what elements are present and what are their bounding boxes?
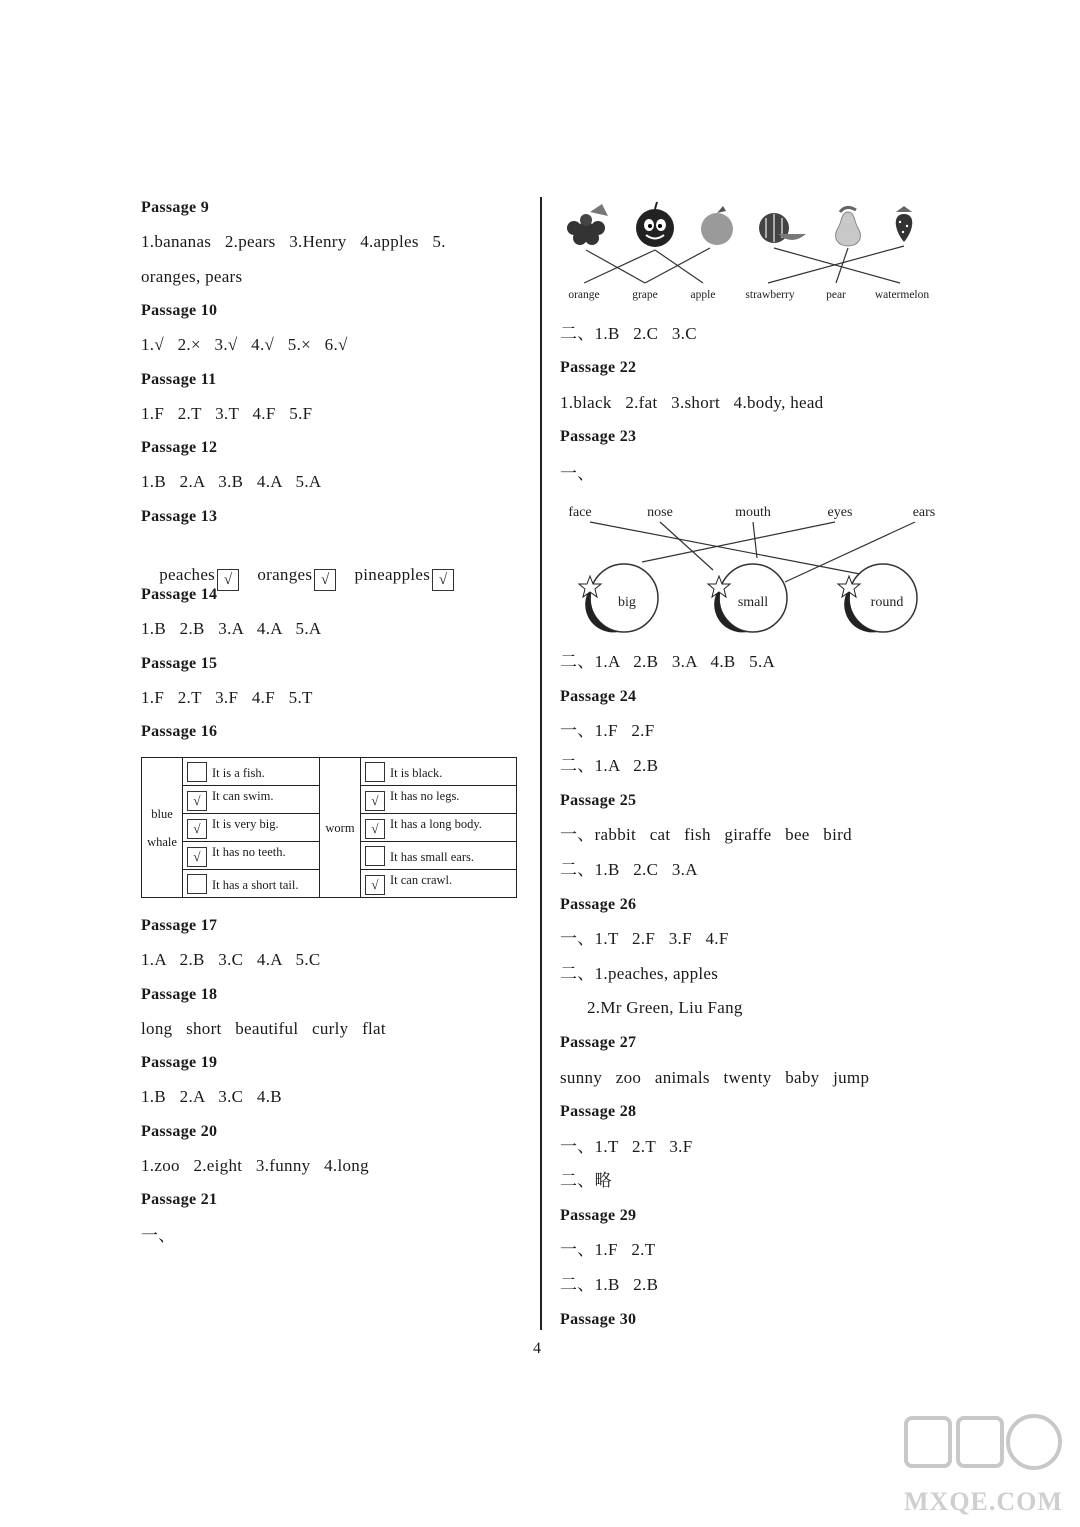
circle-small — [708, 564, 787, 632]
statement: It is black. — [390, 765, 443, 780]
table-row — [183, 842, 320, 870]
statement: It is very big. — [212, 816, 279, 831]
passage-23-heading: Passage 23 — [560, 428, 637, 445]
face-word-1: face — [568, 505, 592, 520]
table-row — [361, 786, 517, 814]
statement: It can crawl. — [390, 872, 453, 887]
statement: It has a short tail. — [212, 877, 299, 892]
passage-12-answers: 1.B 2.A 3.B 4.A 5.A — [141, 472, 322, 491]
face-word-2: nose — [647, 505, 673, 520]
matching-lines — [584, 246, 904, 283]
passage-30-heading: Passage 30 — [560, 1311, 637, 1328]
passage-25-part2: 二、1.B 2.C 3.A — [560, 860, 698, 879]
watermark-logo — [900, 1410, 1070, 1520]
check-box — [187, 874, 207, 894]
passage-9-heading: Passage 9 — [141, 199, 210, 216]
table-row — [183, 814, 320, 842]
fruit-label-2: grape — [632, 289, 658, 301]
pear-icon — [836, 207, 861, 246]
table-row — [183, 758, 320, 786]
passage-16-heading: Passage 16 — [141, 723, 218, 740]
p13-word-2: oranges — [257, 565, 313, 584]
table-row — [361, 842, 517, 870]
passage-9-answers-cont: oranges, pears — [141, 267, 243, 286]
column-divider — [540, 197, 542, 1330]
passage-29-heading: Passage 29 — [560, 1207, 637, 1224]
passage-14-heading: Passage 14 — [141, 586, 218, 603]
passage-11-heading: Passage 11 — [141, 371, 217, 388]
passage-18-heading: Passage 18 — [141, 986, 218, 1003]
check-box: √ — [187, 847, 207, 867]
passage-17-heading: Passage 17 — [141, 917, 218, 934]
passage-21-heading: Passage 21 — [141, 1191, 218, 1208]
passage-26-part2a: 二、1.peaches, apples — [560, 964, 719, 983]
check-box: √ — [365, 791, 385, 811]
animal-worm: worm — [320, 758, 361, 898]
p13-word-1: peaches — [159, 565, 216, 584]
table-row — [183, 786, 320, 814]
statement: It has no legs. — [390, 788, 460, 803]
passage-27-answers: sunny zoo animals twenty baby jump — [560, 1068, 870, 1087]
passage-19-heading: Passage 19 — [141, 1054, 218, 1071]
fruit-label-6: watermelon — [874, 289, 930, 301]
p13-check-box-1: √ — [217, 569, 239, 591]
p13-check-box-2: √ — [314, 569, 336, 591]
passage-22-answers: 1.black 2.fat 3.short 4.body, head — [560, 393, 824, 412]
passage-14-answers: 1.B 2.B 3.A 4.A 5.A — [141, 619, 322, 638]
passage-17-answers: 1.A 2.B 3.C 4.A 5.C — [141, 950, 321, 969]
face-word-3: mouth — [735, 505, 771, 520]
passage-15-heading: Passage 15 — [141, 655, 218, 672]
passage-13-heading: Passage 13 — [141, 508, 218, 525]
passage-15-answers: 1.F 2.T 3.F 4.F 5.T — [141, 688, 313, 707]
passage-20-answers: 1.zoo 2.eight 3.funny 4.long — [141, 1156, 369, 1175]
passage-24-part1: 一、1.F 2.F — [560, 721, 655, 740]
orange-icon — [701, 206, 733, 245]
passage-27-heading: Passage 27 — [560, 1034, 637, 1051]
passage-10-heading: Passage 10 — [141, 302, 218, 319]
size-word-1: big — [618, 595, 636, 610]
passage-23-part2: 二、1.A 2.B 3.A 4.B 5.A — [560, 652, 776, 671]
table-row — [361, 758, 517, 786]
passage-9-answers: 1.bananas 2.pears 3.Henry 4.apples 5. — [141, 232, 446, 251]
statement: It has no teeth. — [212, 844, 286, 859]
passage-26-part1: 一、1.T 2.F 3.F 4.F — [560, 929, 729, 948]
strawberry-icon — [896, 206, 913, 242]
check-box — [187, 762, 207, 782]
passage-23-part1: 一、 — [560, 464, 595, 483]
passage-12-heading: Passage 12 — [141, 439, 218, 456]
fruit-label-3: apple — [690, 289, 716, 301]
fruit-label-1: orange — [568, 289, 600, 301]
passage-18-answers: long short beautiful curly flat — [141, 1019, 386, 1038]
check-box: √ — [187, 791, 207, 811]
page-number: 4 — [533, 1340, 541, 1357]
circle-round — [838, 564, 917, 632]
statement: It can swim. — [212, 788, 274, 803]
check-box: √ — [365, 819, 385, 839]
apple-icon — [636, 202, 674, 247]
passage-21-part2: 二、1.B 2.C 3.C — [560, 324, 697, 343]
passage-29-part2: 二、1.B 2.B — [560, 1275, 659, 1294]
animal-a-line1: blue — [151, 806, 173, 821]
watermelon-icon — [759, 213, 806, 243]
passage-11-answers: 1.F 2.T 3.T 4.F 5.F — [141, 404, 313, 423]
passage-26-heading: Passage 26 — [560, 896, 637, 913]
face-word-5: ears — [912, 505, 936, 520]
fruit-matching-figure — [560, 198, 950, 310]
passage-22-heading: Passage 22 — [560, 359, 637, 376]
check-box: √ — [365, 875, 385, 895]
table-row — [183, 870, 320, 898]
statement: It has small ears. — [390, 849, 475, 864]
passage-26-part2b: 2.Mr Green, Liu Fang — [587, 998, 743, 1017]
passage-24-part2: 二、1.A 2.B — [560, 756, 659, 775]
statement: It has a long body. — [390, 816, 482, 831]
statement: It is a fish. — [212, 765, 265, 780]
passage-28-heading: Passage 28 — [560, 1103, 637, 1120]
fruit-label-4: strawberry — [745, 289, 795, 301]
face-matching-figure — [560, 498, 950, 638]
passage-19-answers: 1.B 2.A 3.C 4.B — [141, 1087, 282, 1106]
check-box — [365, 762, 385, 782]
passage-24-heading: Passage 24 — [560, 688, 637, 705]
animal-a-line2: whale — [147, 834, 177, 849]
passage-28-part2: 二、略 — [560, 1171, 612, 1190]
table-row — [361, 870, 517, 898]
size-word-3: round — [870, 595, 904, 610]
face-word-4: eyes — [827, 505, 853, 520]
passage-16-table — [141, 757, 517, 898]
check-box — [365, 846, 385, 866]
grape-icon — [567, 204, 608, 245]
p13-word-3: pineapples — [354, 565, 431, 584]
p13-check-box-3: √ — [432, 569, 454, 591]
passage-20-heading: Passage 20 — [141, 1123, 218, 1140]
fruit-label-5: pear — [826, 289, 846, 301]
circle-big — [579, 564, 658, 632]
passage-29-part1: 一、1.F 2.T — [560, 1240, 656, 1259]
passage-25-part1: 一、rabbit cat fish giraffe bee bird — [560, 825, 852, 844]
animal-blue-whale — [142, 758, 183, 898]
passage-28-part1: 一、1.T 2.T 3.F — [560, 1137, 693, 1156]
check-box: √ — [187, 819, 207, 839]
passage-25-heading: Passage 25 — [560, 792, 637, 809]
passage-21-part1: 一、 — [141, 1226, 176, 1245]
passage-10-answers: 1.√ 2.× 3.√ 4.√ 5.× 6.√ — [141, 335, 348, 354]
svg-text:MXQE.COM: MXQE.COM — [904, 1487, 1063, 1516]
size-word-2: small — [737, 595, 769, 610]
matching-lines — [590, 522, 915, 582]
table-row — [361, 814, 517, 842]
